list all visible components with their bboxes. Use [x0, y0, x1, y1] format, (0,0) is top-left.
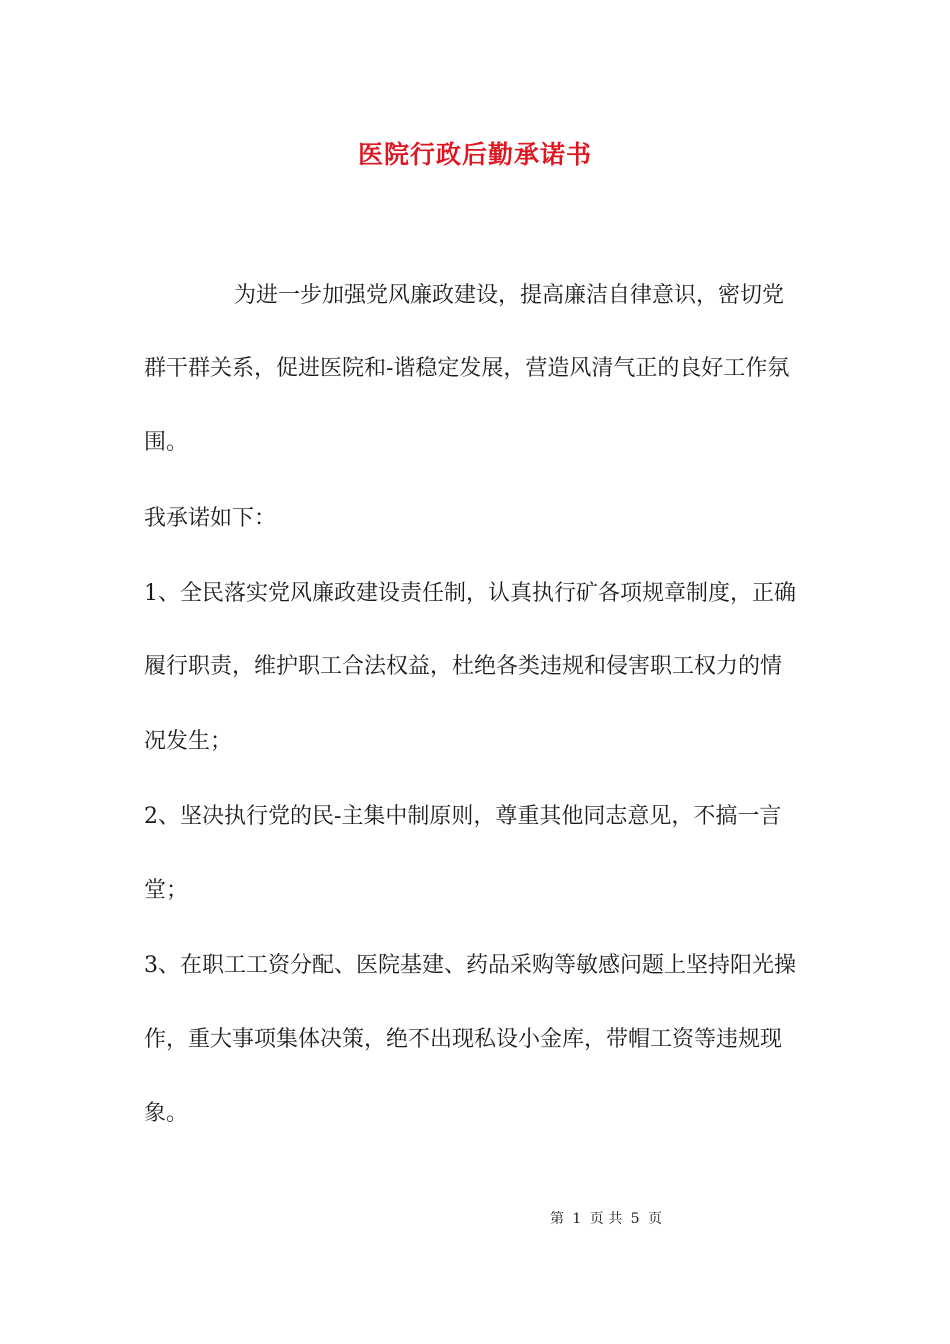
page-label-suffix: 页	[648, 1211, 663, 1227]
paragraph-line: 2、坚决执行党的民-主集中制原则，尊重其他同志意见，不搞一言	[144, 804, 782, 829]
paragraph-line: 堂；	[144, 878, 189, 903]
document-title: 医院行政后勤承诺书	[357, 140, 592, 169]
paragraph-line: 作，重大事项集体决策，绝不出现私设小金库，带帽工资等违规现	[144, 1027, 783, 1052]
paragraph-line: 履行职责，维护职工合法权益，杜绝各类违规和侵害职工权力的情	[144, 654, 783, 679]
paragraph-line: 象。	[144, 1101, 189, 1126]
total-pages-number: 5	[630, 1211, 640, 1227]
paragraph-line: 3、在职工工资分配、医院基建、药品采购等敏感问题上坚持阳光操	[144, 953, 796, 978]
paragraph-line: 围。	[144, 430, 189, 455]
page-number-footer	[0, 1209, 950, 1229]
page-label-prefix: 第	[549, 1211, 564, 1227]
paragraph-line: 我承诺如下：	[144, 506, 277, 531]
page-label-mid: 页 共	[589, 1211, 623, 1227]
paragraph-line: 为进一步加强党风廉政建设，提高廉洁自律意识，密切党	[234, 283, 785, 308]
current-page-number: 1	[572, 1211, 582, 1227]
paragraph-line: 群干群关系，促进医院和-谐稳定发展，营造风清气正的良好工作氛	[144, 356, 790, 381]
paragraph-line: 1、全民落实党风廉政建设责任制，认真执行矿各项规章制度，正确	[144, 581, 796, 606]
paragraph-line: 况发生；	[144, 729, 233, 754]
